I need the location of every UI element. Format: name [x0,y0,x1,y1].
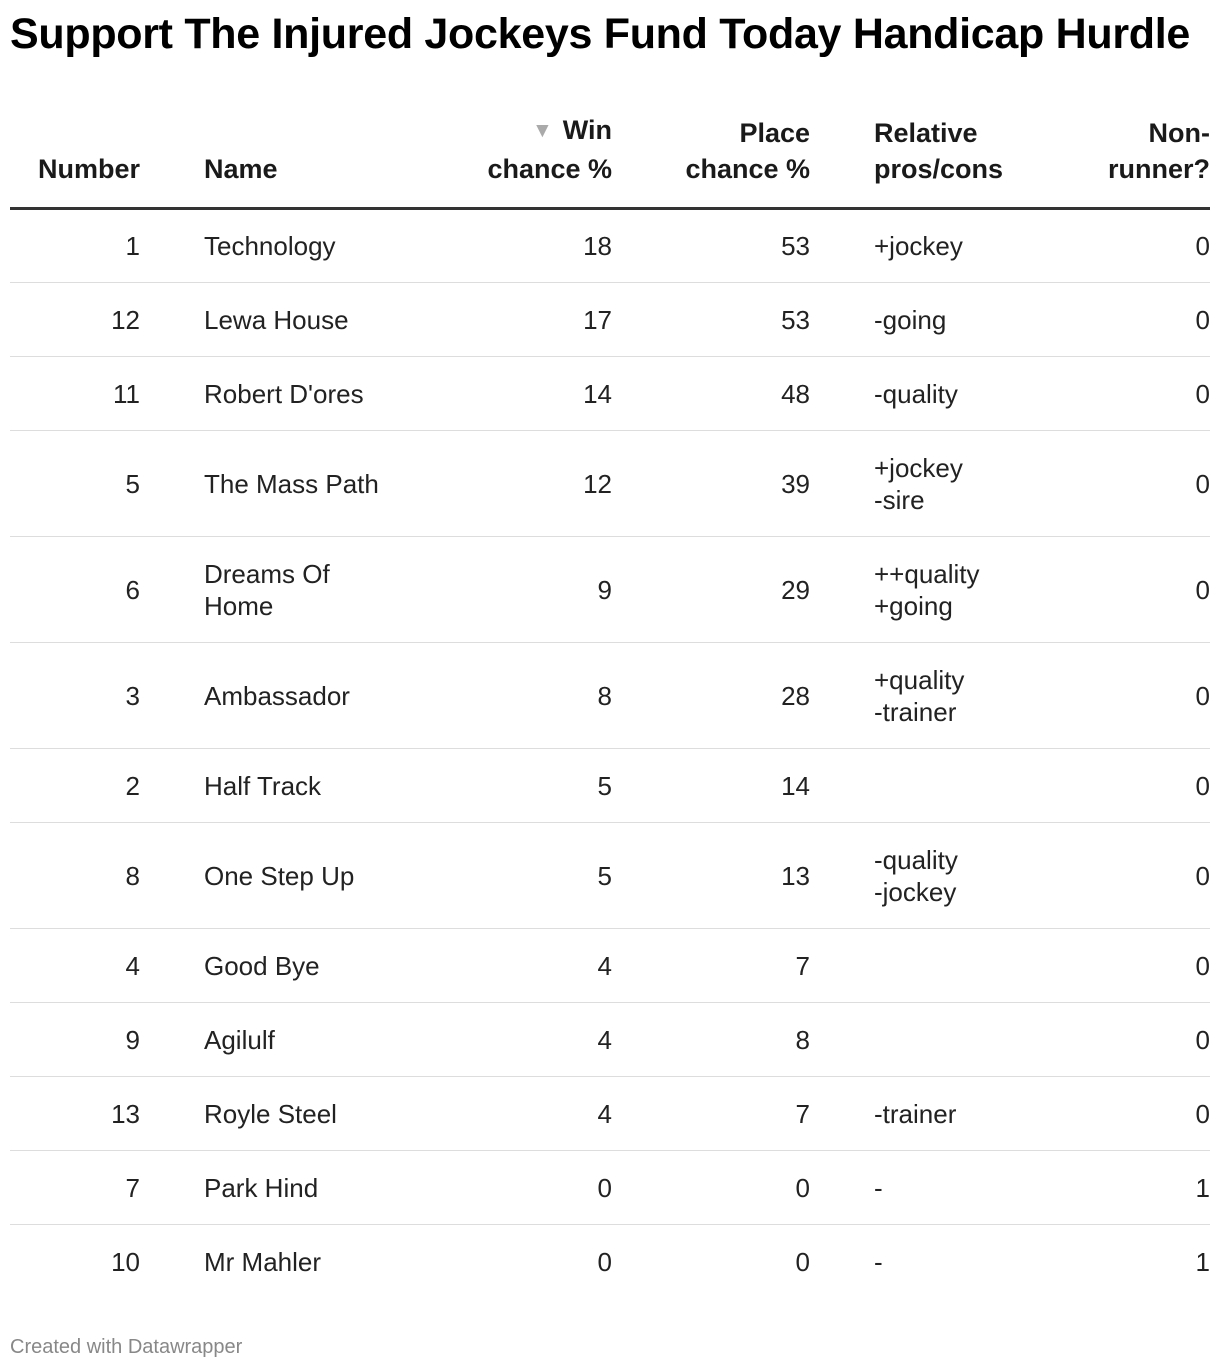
cell-pros-cons: +quality -trainer [810,643,1042,749]
cell-win-chance: 18 [414,209,612,283]
cell-number: 10 [111,1246,140,1277]
cell-name: The Mass Path [184,431,414,537]
cell-win-chance: 4 [414,1003,612,1077]
cell-win-chance: 5 [414,749,612,823]
cell-pros-cons: -quality [810,357,1042,431]
cell-win-chance: 8 [414,643,612,749]
column-header-win-chance[interactable]: ▼ Win chance % [414,112,612,209]
cell-win-chance: 5 [414,823,612,929]
cell-pros-cons: +jockey -sire [810,431,1042,537]
cell-place-chance: 14 [612,749,810,823]
cell-non-runner: 1 [1195,1246,1210,1277]
table-header [10,112,1210,209]
table-row [10,823,1210,929]
cell-non-runner: 0 [1042,643,1210,749]
table-body [10,209,1210,1299]
cell-number: 2 [10,749,184,823]
table-row [10,1003,1210,1077]
cell-non-runner: 0 [1042,929,1210,1003]
column-header-number[interactable]: Number [10,112,184,209]
cell-place-chance: 0 [612,1151,810,1225]
cell-place-chance: 7 [612,1077,810,1151]
cell-non-runner: 0 [1042,1003,1210,1077]
cell-name: Mr Mahler [204,1246,322,1277]
cell-non-runner: 1 [1042,1151,1210,1225]
cell-non-runner: 0 [1042,749,1210,823]
table-row [10,1225,1210,1299]
cell-number: 4 [10,929,184,1003]
cell-pros-cons: ++quality +going [810,537,1042,643]
cell-name: Technology [184,209,414,283]
column-header-place-chance[interactable]: Place chance % [612,112,810,209]
cell-non-runner: 0 [1042,823,1210,929]
table-row [10,209,1210,283]
cell-non-runner: 0 [1042,1077,1210,1151]
cell-place-chance: 39 [612,431,810,537]
cell-pros-cons [810,929,1042,1003]
cell-place-chance: 28 [612,643,810,749]
cell-pros-cons: -going [810,283,1042,357]
cell-place-chance: 7 [612,929,810,1003]
cell-win-chance: 17 [414,283,612,357]
table-row [10,283,1210,357]
cell-name: Ambassador [184,643,414,749]
table-row [10,431,1210,537]
cell-name: Park Hind [184,1151,414,1225]
cell-pros-cons: +jockey [810,209,1042,283]
cell-name: Good Bye [184,929,414,1003]
cell-number: 6 [10,537,184,643]
cell-place-chance: 0 [795,1246,810,1277]
cell-name: Agilulf [184,1003,414,1077]
cell-number: 8 [10,823,184,929]
cell-number: 1 [10,209,184,283]
cell-name: Dreams Of Home [184,537,414,643]
cell-place-chance: 48 [612,357,810,431]
cell-pros-cons [810,1003,1042,1077]
cell-pros-cons: - [874,1246,883,1277]
table-row [10,1077,1210,1151]
sort-descending-icon: ▼ [531,119,553,142]
cell-name: Royle Steel [184,1077,414,1151]
cell-pros-cons: - [810,1151,1042,1225]
cell-pros-cons: -quality -jockey [810,823,1042,929]
column-header-non-runner[interactable]: Non- runner? [1042,112,1210,209]
cell-place-chance: 13 [612,823,810,929]
cell-non-runner: 0 [1042,209,1210,283]
cell-win-chance: 0 [597,1246,612,1277]
cell-name: Lewa House [184,283,414,357]
cell-win-chance: 0 [414,1151,612,1225]
cell-pros-cons [810,749,1042,823]
table-row [10,1151,1210,1225]
cell-name: Robert D'ores [184,357,414,431]
cell-win-chance: 4 [414,1077,612,1151]
table-row [10,357,1210,431]
cell-number: 13 [10,1077,184,1151]
race-table [10,112,1210,1299]
cell-win-chance: 12 [414,431,612,537]
cell-win-chance: 14 [414,357,612,431]
cell-place-chance: 29 [612,537,810,643]
table-row [10,643,1210,749]
cell-non-runner: 0 [1042,357,1210,431]
cell-number: 5 [10,431,184,537]
chart-title: Support The Injured Jockeys Fund Today Handicap Hurdle [10,10,1190,58]
cell-number: 3 [10,643,184,749]
cell-number: 11 [10,357,184,431]
cell-non-runner: 0 [1042,537,1210,643]
cell-number: 7 [10,1151,184,1225]
cell-number: 12 [10,283,184,357]
table-row [10,537,1210,643]
column-header-name[interactable]: Name [184,112,414,209]
cell-place-chance: 53 [612,283,810,357]
cell-pros-cons: -trainer [810,1077,1042,1151]
cell-number: 9 [10,1003,184,1077]
cell-win-chance: 4 [414,929,612,1003]
cell-place-chance: 8 [612,1003,810,1077]
column-header-pros-cons[interactable]: Relative pros/cons [810,112,1042,209]
footer-credit[interactable]: Created with Datawrapper [10,1336,243,1358]
cell-non-runner: 0 [1042,283,1210,357]
cell-place-chance: 53 [612,209,810,283]
table-row [10,929,1210,1003]
table-row [10,749,1210,823]
cell-name: One Step Up [184,823,414,929]
cell-win-chance: 9 [414,537,612,643]
cell-name: Half Track [184,749,414,823]
cell-non-runner: 0 [1042,431,1210,537]
